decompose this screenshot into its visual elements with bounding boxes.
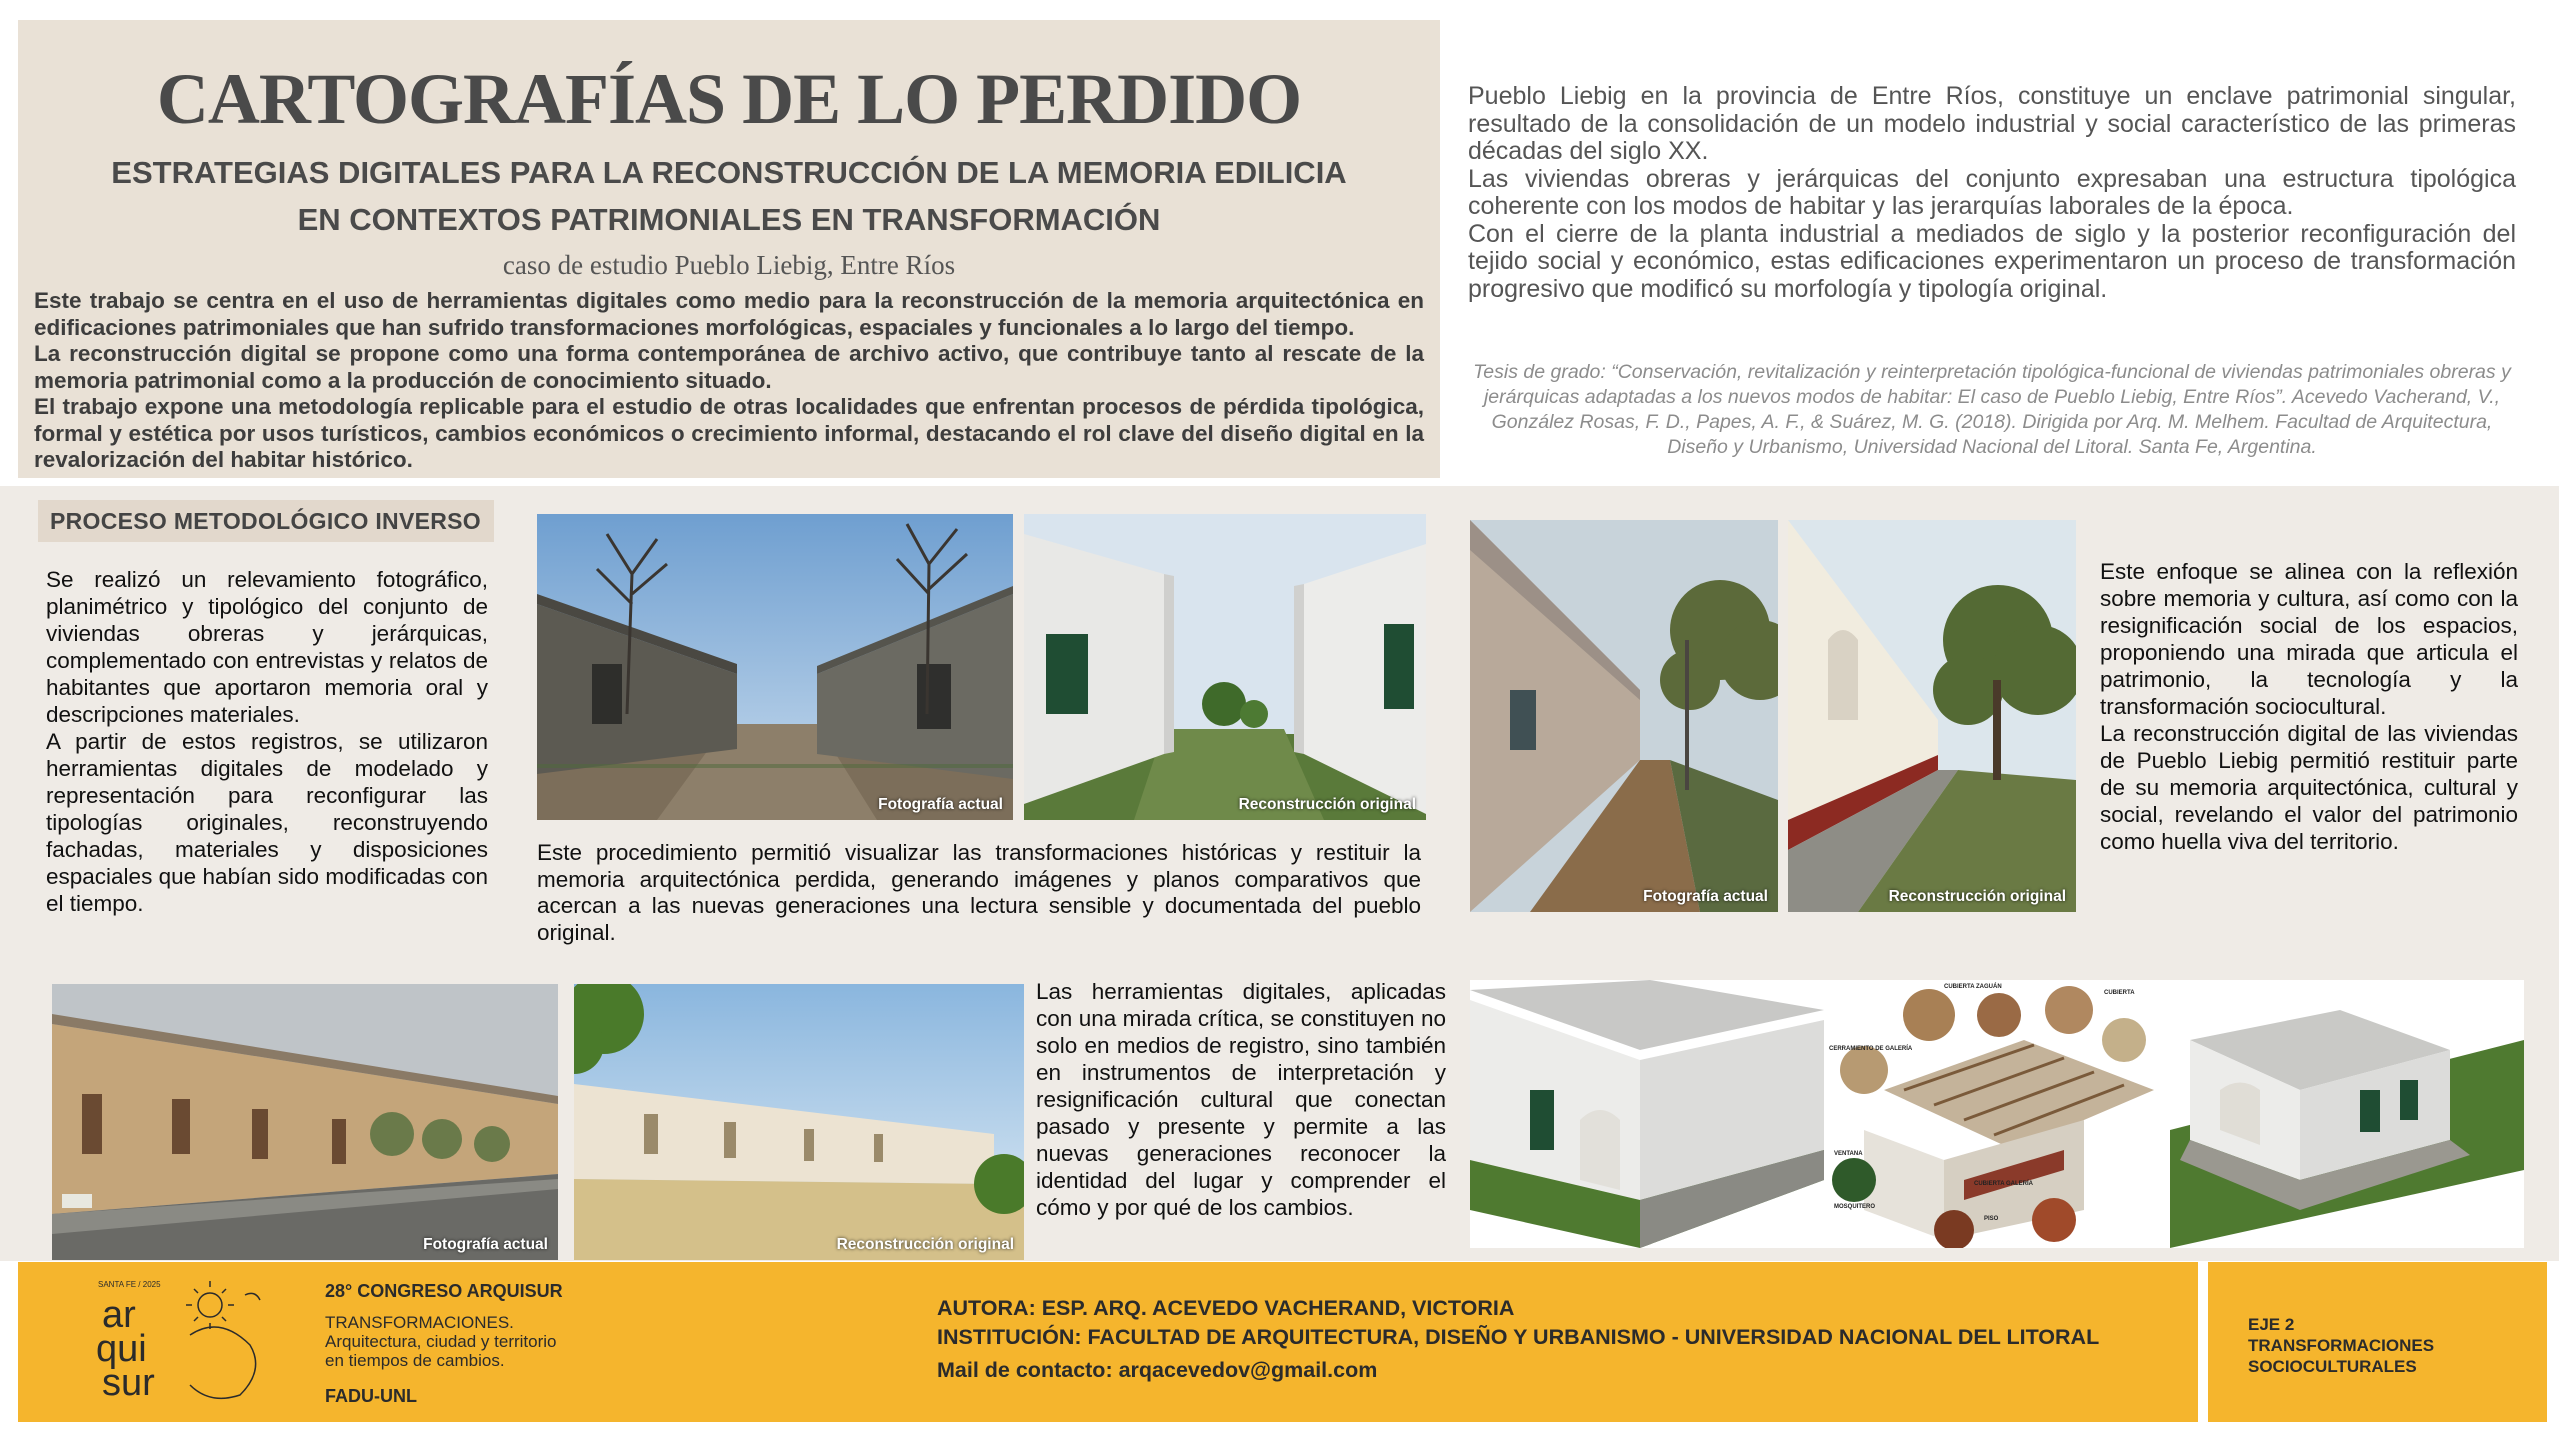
poster-title: CARTOGRAFÍAS DE LO PERDIDO [156, 59, 1302, 139]
diagram-label-cubierta-zaguan: CUBIERTA ZAGUÁN [1944, 984, 2002, 990]
congress-theme-line-1: TRANSFORMACIONES. [325, 1313, 514, 1332]
caption-current-photo: Fotografía actual [878, 796, 1003, 813]
congress-theme [325, 1313, 585, 1370]
congress-organizer: FADU-UNL [325, 1386, 417, 1406]
method-text [46, 566, 488, 917]
memory-paragraph-2: La reconstrucción digital de las viviendas de Pueblo Liebig permitió restituir parte de su memoria arquitectónica, cultural y social, revelando el valor del patrimonio como huella viva del territorio. [2100, 721, 2518, 854]
axis-number: EJE 2 [2248, 1315, 2295, 1334]
arquisur-logo [90, 1275, 300, 1410]
congress-theme-line-3: en tiempos de cambios. [325, 1351, 505, 1370]
logo-text-qui: qui [96, 1328, 147, 1370]
caption-original-reconstruction-3: Reconstrucción original [836, 1236, 1014, 1253]
context-text [1468, 83, 2516, 303]
congress-theme-line-2: Arquitectura, ciudad y territorio [325, 1332, 557, 1351]
axis-name-line-2: SOCIOCULTURALES [2248, 1357, 2417, 1376]
congress-title: 28° CONGRESO ARQUISUR [325, 1281, 563, 1301]
subtitle-line-1: ESTRATEGIAS DIGITALES PARA LA RECONSTRUCCIÓN DE LA MEMORIA EDILICIA [111, 155, 1347, 190]
render-reconstruction-sidewalk [1788, 520, 2076, 912]
intro-paragraph-3: El trabajo expone una metodología replicable para el estudio de otras localidades que enfrentan procesos de pérdida tipológica, formal y estética por usos turísticos, cambios económicos o crecimiento informal, destacando el rol clave del diseño digital en la revalorización del habitar histórico. [34, 394, 1424, 472]
caption-original-reconstruction-2: Reconstrucción original [1888, 888, 2066, 905]
context-paragraph-2: Las viviendas obreras y jerárquicas del conjunto expresaban una estructura tipológica coherente con los modos de habitar y las jerarquías laborales de la época. [1468, 164, 2516, 220]
render-house-aerial [2170, 980, 2524, 1248]
contact-email[interactable]: Mail de contacto: arqacevedov@gmail.com [937, 1358, 1378, 1382]
institution-line: INSTITUCIÓN: FACULTAD DE ARQUITECTURA, DISEÑO Y URBANISMO - UNIVERSIDAD NACIONAL DEL LITORAL [937, 1325, 2100, 1349]
method-paragraph-1: Se realizó un relevamiento fotográfico, planimétrico y tipológico del conjunto de viviendas obreras y jerárquicas, complementado con entrevistas y relatos de habitantes que aportaron memoria oral y descripciones materiales. [46, 567, 488, 727]
context-paragraph-1: Pueblo Liebig en la provincia de Entre Ríos, constituye un enclave patrimonial singular, resultado de la consolidación de un modelo industrial y social característico de las primeras décadas del siglo XX. [1468, 82, 2516, 165]
caption-original-reconstruction: Reconstrucción original [1238, 796, 1416, 813]
photo-current-facade [52, 984, 558, 1260]
photo-current-sidewalk [1470, 520, 1778, 912]
render-reconstruction-street-1 [1024, 514, 1426, 820]
diagram-label-cubierta-galeria: CUBIERTA GALERÍA [1974, 1181, 2033, 1187]
logo-text-ar: ar [102, 1294, 136, 1336]
intro-text [34, 288, 1424, 474]
author-line: AUTORA: ESP. ARQ. ACEVEDO VACHERAND, VICTORIA [937, 1296, 1515, 1320]
section-label: PROCESO METODOLÓGICO INVERSO [38, 500, 494, 542]
intro-paragraph-1: Este trabajo se centra en el uso de herramientas digitales como medio para la reconstrucción de la memoria arquitectónica en edificaciones patrimoniales que han sufrido transformaciones morfológicas, espaciales y funcionales a lo largo del tiempo. [34, 288, 1424, 340]
diagram-label-ventana: VENTANA [1834, 1151, 1863, 1157]
logo-location: SANTA FE / 2025 [98, 1280, 161, 1289]
thematic-axis [2248, 1314, 2508, 1377]
tools-text: Las herramientas digitales, aplicadas con una mirada crítica, se constituyen no solo en medios de registro, sino también en instrumentos de interpretación y resignificación cultural que conectan pasado y presente y permite a las nuevas generaciones reconocer la identidad del lugar y comprender el cómo y por qué de los cambios. [1036, 979, 1446, 1220]
caption-current-photo-2: Fotografía actual [1643, 888, 1768, 905]
logo-text-sur: sur [102, 1362, 155, 1404]
diagram-label-mosquitero: MOSQUITERO [1834, 1204, 1876, 1210]
context-paragraph-3: Con el cierre de la planta industrial a mediados de siglo y la posterior reconfiguración del tejido social y económico, estas edificaciones experimentaron un proceso de transformación progresivo que modificó su morfología y tipología original. [1468, 219, 2516, 303]
caption-current-photo-3: Fotografía actual [423, 1236, 548, 1253]
diagram-label-piso: PISO [1984, 1216, 1999, 1222]
process-text: Este procedimiento permitió visualizar las transformaciones históricas y restituir la memoria arquitectónica perdida, generando imágenes y planos comparativos que acercan a las nuevas generaciones una lectura sensible y documentada del pueblo original. [537, 840, 1421, 945]
photo-current-street-1 [537, 514, 1013, 820]
intro-paragraph-2: La reconstrucción digital se propone como una forma contemporánea de archivo activo, que contribuye tanto al rescate de la memoria patrimonial como a la producción de conocimiento situado. [34, 341, 1424, 393]
exploded-axonometric-diagram [1824, 980, 2170, 1248]
axis-name-line-1: TRANSFORMACIONES [2248, 1336, 2435, 1355]
subtitle-line-2: EN CONTEXTOS PATRIMONIALES EN TRANSFORMACIÓN [297, 202, 1161, 237]
render-reconstruction-facade [574, 984, 1024, 1260]
memory-paragraph-1: Este enfoque se alinea con la reflexión sobre memoria y cultura, así como con la resignificación social de los espacios, proponiendo una mirada que articula el patrimonio, la tecnología y la transformación sociocultural. [2100, 559, 2518, 719]
memory-text [2100, 558, 2518, 855]
thesis-reference: Tesis de grado: “Conservación, revitalización y reinterpretación tipológica-funcional de viviendas patrimoniales obreras y jerárquicas adaptadas a los nuevos modos de habitar: El caso de Pueblo Liebig, Entre Ríos”. Acevedo Vacherand, V., González Rosas, F. D., Papes, A. F., & Suárez, M. G. (2018). Dirigida por Arq. M. Melhem. Facultad de Arquitectura, Diseño y Urbanismo, Universidad Nacional del Litoral. Santa Fe, Argentina. [1473, 361, 2511, 458]
method-paragraph-2: A partir de estos registros, se utilizaron herramientas digitales de modelado y representación para reconfigurar las tipologías originales, reconstruyendo fachadas, materiales y disposiciones espaciales que habían sido modificadas con el tiempo. [46, 729, 488, 916]
diagram-label-cubierta: CUBIERTA [2104, 990, 2135, 996]
case-study-label: caso de estudio Pueblo Liebig, Entre Ríos [502, 250, 956, 280]
render-house-corner [1470, 980, 1824, 1248]
diagram-label-cerramiento-galeria: CERRAMIENTO DE GALERÍA [1829, 1046, 1913, 1052]
